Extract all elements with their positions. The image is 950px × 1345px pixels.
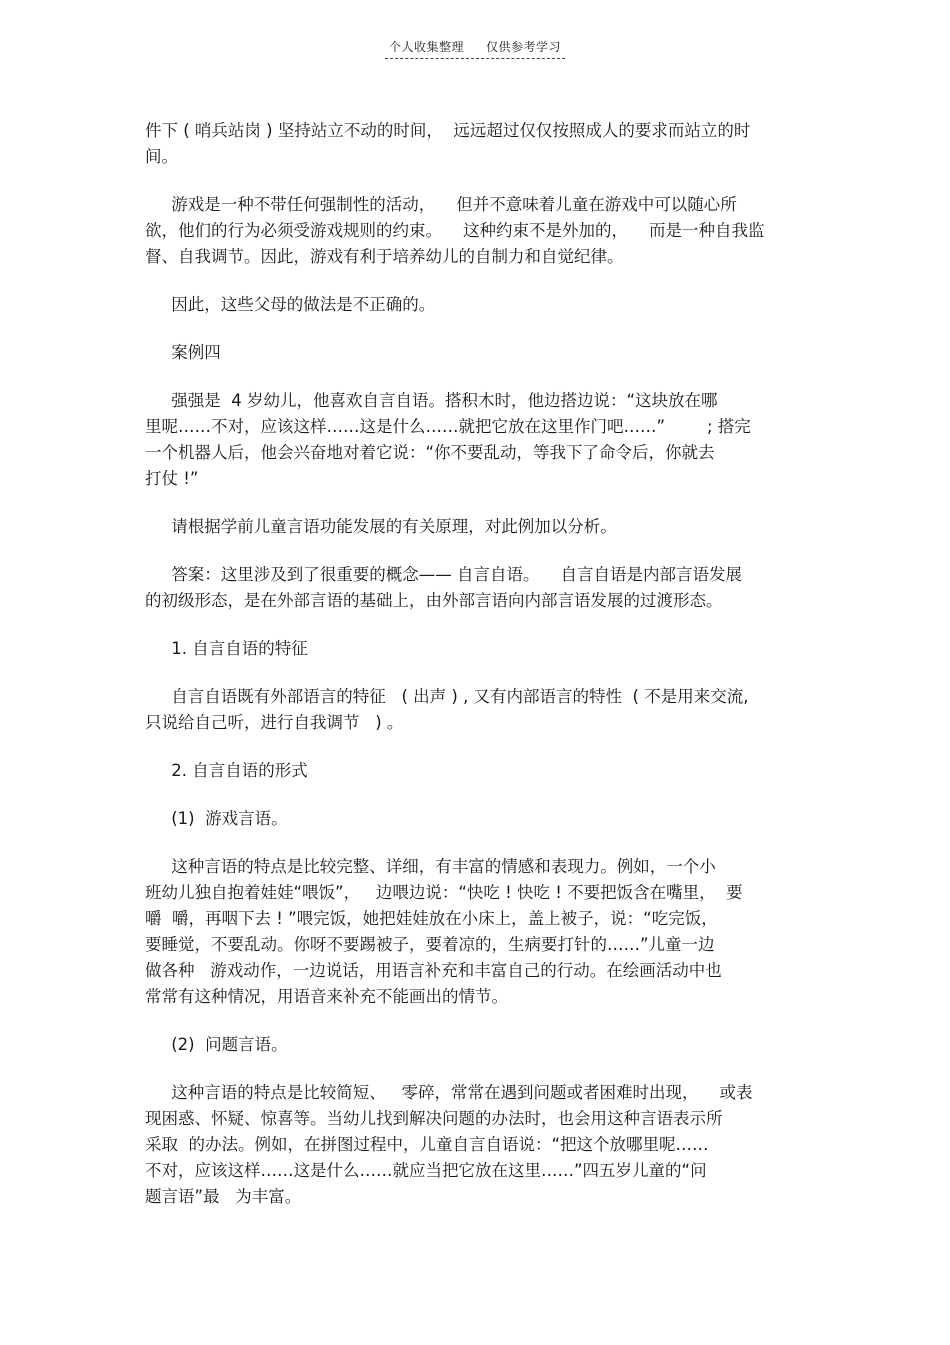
text-line: (2) 问题言语。 — [145, 1035, 288, 1054]
page-header — [0, 38, 950, 59]
header-right-text: 仅供参考学习 — [486, 40, 562, 54]
text-line: 2. 自言自语的形式 — [145, 761, 308, 780]
text-line: 请根据学前儿童言语功能发展的有关原理，对此例加以分析。 — [145, 517, 617, 536]
text-line: 做各种 游戏动作，一边说话，用语言补充和丰富自己的行动。在绘画活动中也 — [145, 961, 722, 980]
text-line: 自言自语既有外部语言的特征 ( 出声 ) , 又有内部语言的特性 ( 不是用来交流, — [145, 687, 749, 706]
text-line: 要睡觉，不要乱动。你呀不要踢被子，要着凉的，生病要打针的……”儿童一边 — [145, 935, 715, 954]
text-line: 案例四 — [145, 343, 221, 362]
question-paragraph — [145, 514, 807, 540]
paragraph — [145, 388, 807, 492]
text-line: 不对，应该这样……这是什么……就应当把它放在这里……”四五岁儿童的“问 — [145, 1161, 707, 1180]
document-body — [145, 118, 807, 1210]
paragraph — [145, 1080, 807, 1210]
subheading — [145, 806, 807, 832]
paragraph — [145, 118, 807, 170]
text-line: 采取 的办法。例如，在拼图过程中，儿童自言自语说：“把这个放哪里呢…… — [145, 1135, 709, 1154]
text-line: 班幼儿独自抱着娃娃“喂饭”， 边喂边说：“快吃 ! 快吃 ! 不要把饭含在嘴里， 要 — [145, 883, 743, 902]
text-line: 这种言语的特点是比较简短、 零碎，常常在遇到问题或者困难时出现， 或表 — [145, 1083, 753, 1102]
subheading — [145, 758, 807, 784]
answer-paragraph — [145, 562, 807, 614]
text-line: 欲，他们的行为必须受游戏规则的约束。 这种约束不是外加的， 而是一种自我监 — [145, 221, 765, 240]
text-line: 强强是 4 岁幼儿，他喜欢自言自语。搭积木时，他边搭边说：“这块放在哪 — [145, 391, 718, 410]
text-line: 游戏是一种不带任何强制性的活动， 但并不意味着儿童在游戏中可以随心所 — [145, 195, 737, 214]
text-line: 常常有这种情况，用语音来补充不能画出的情节。 — [145, 987, 508, 1006]
paragraph — [145, 192, 807, 270]
subheading — [145, 1032, 807, 1058]
text-line: 一个机器人后，他会兴奋地对着它说：“你不要乱动，等我下了命令后，你就去 — [145, 443, 715, 462]
text-line: 这种言语的特点是比较完整、详细，有丰富的情感和表现力。例如，一个小 — [145, 857, 716, 876]
text-line: 督、自我调节。因此，游戏有利于培养幼儿的自制力和自觉纪律。 — [145, 247, 624, 266]
text-line: 间。 — [145, 147, 178, 166]
text-line: (1) 游戏言语。 — [145, 809, 288, 828]
text-line: 嚼 嚼，再咽下去 ! ”喂完饭，她把娃娃放在小床上，盖上被子，说：“吃完饭， — [145, 909, 718, 928]
text-line: 1. 自言自语的特征 — [145, 639, 308, 658]
section-title — [145, 340, 807, 366]
text-line: 答案：这里涉及到了很重要的概念—— 自言自语。 自言自语是内部言语发展 — [145, 565, 742, 584]
paragraph — [145, 854, 807, 1010]
header-left-text: 个人收集整理 — [388, 40, 464, 54]
text-line: 题言语”最 为丰富。 — [145, 1187, 302, 1206]
text-line: 现困惑、怀疑、惊喜等。当幼儿找到解决问题的办法时，也会用这种言语表示所 — [145, 1109, 723, 1128]
subheading — [145, 636, 807, 662]
paragraph — [145, 292, 807, 318]
text-line: 里呢……不对，应该这样……这是什么……就把它放在这里作门吧……” ; 搭完 — [145, 417, 751, 436]
text-line: 打仗 !” — [145, 469, 199, 488]
text-line: 件下 ( 哨兵站岗 ) 坚持站立不动的时间， 远远超过仅仅按照成人的要求而站立的时 — [145, 121, 751, 140]
paragraph — [145, 684, 807, 736]
text-line: 的初级形态，是在外部言语的基础上，由外部言语向内部言语发展的过渡形态。 — [145, 591, 723, 610]
text-line: 因此，这些父母的做法是不正确的。 — [145, 295, 436, 314]
text-line: 只说给自己听，进行自我调节 ) 。 — [145, 713, 404, 732]
header-underline — [385, 38, 565, 59]
